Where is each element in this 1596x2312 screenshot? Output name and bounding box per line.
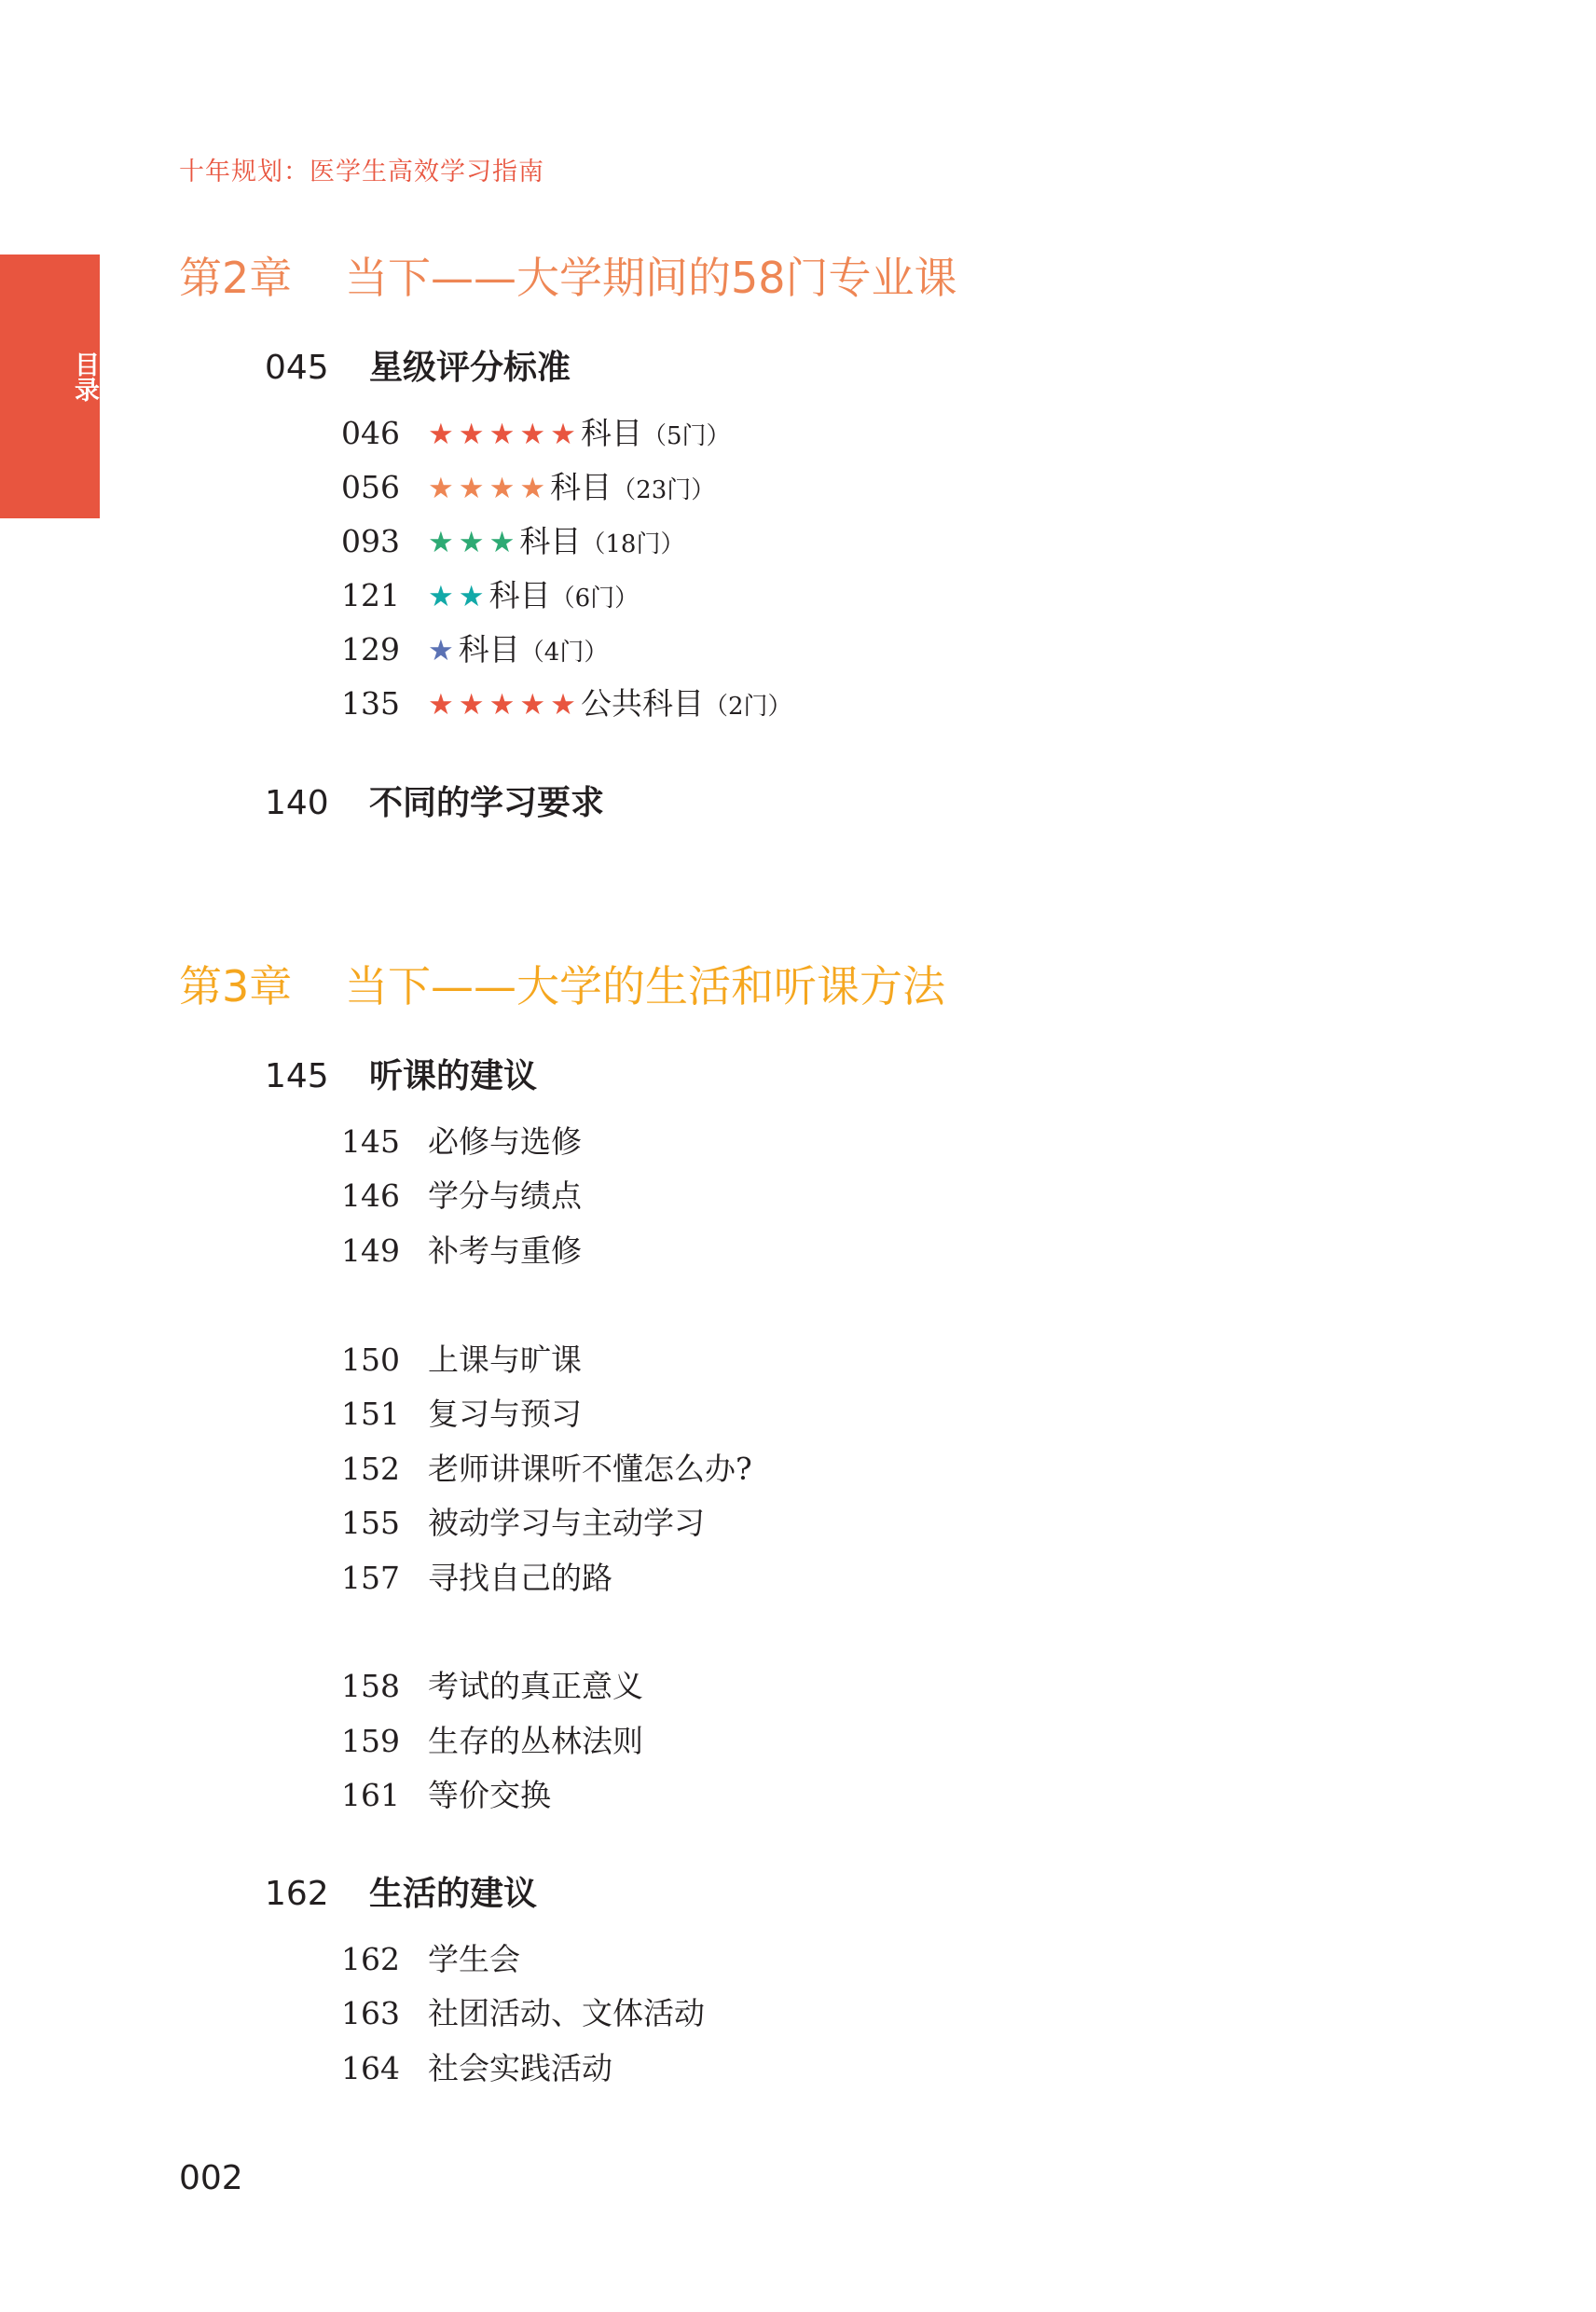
entry-title: 公共科目 [580, 685, 704, 722]
entry-title: 生存的丛林法则 [428, 1723, 643, 1759]
toc-entry[interactable] [341, 576, 639, 618]
page-number: 002 [179, 2159, 243, 2197]
entry-title: 被动学习与主动学习 [428, 1505, 705, 1541]
entry-count: （2门） [703, 693, 792, 721]
toc-section[interactable] [265, 783, 604, 824]
entry-page: 158 [341, 1668, 400, 1704]
toc-side-tab [0, 255, 100, 518]
toc-entry[interactable] [341, 1994, 705, 2033]
entry-page: 152 [341, 1451, 400, 1487]
toc-entry[interactable] [341, 1177, 582, 1216]
entry-title: 必修与选修 [428, 1123, 582, 1160]
toc-entry[interactable] [341, 684, 792, 726]
entry-title: 科目 [488, 577, 551, 613]
entry-title: 科目 [580, 415, 642, 451]
toc-entry[interactable] [341, 1559, 612, 1598]
toc-entry[interactable] [341, 2049, 612, 2088]
toc-entry[interactable] [341, 1232, 582, 1271]
entry-title: 科目 [519, 523, 582, 559]
star-rating: ★★★★★ [428, 688, 581, 722]
side-tab-label: 目录 [70, 351, 99, 402]
section-title: 星级评分标准 [369, 349, 571, 387]
toc-entry[interactable] [341, 522, 684, 564]
section-page: 162 [265, 1875, 329, 1913]
entry-title: 复习与预习 [428, 1396, 582, 1432]
toc-section[interactable] [265, 348, 571, 389]
entry-page: 164 [341, 2050, 400, 2086]
entry-page: 121 [341, 577, 400, 613]
entry-page: 046 [341, 415, 400, 451]
entry-page: 135 [341, 685, 400, 722]
entry-count: （5门） [641, 422, 731, 450]
entry-page: 129 [341, 631, 400, 667]
chapter-3-title[interactable] [179, 960, 945, 1012]
entry-title: 学分与绩点 [428, 1177, 582, 1214]
entry-page: 157 [341, 1560, 400, 1596]
entry-count: （18门） [581, 530, 685, 558]
entry-title: 科目 [458, 631, 520, 667]
entry-title: 老师讲课听不懂怎么办? [428, 1451, 752, 1487]
entry-page: 056 [341, 469, 400, 505]
entry-title: 学生会 [428, 1941, 520, 1977]
entry-page: 150 [341, 1342, 400, 1378]
entry-page: 161 [341, 1777, 400, 1813]
section-page: 145 [265, 1057, 329, 1095]
entry-page: 159 [341, 1723, 400, 1759]
star-rating: ★★ [428, 580, 489, 613]
toc-entry[interactable] [341, 1341, 582, 1380]
entry-title: 等价交换 [428, 1777, 551, 1813]
section-page: 140 [265, 784, 329, 822]
toc-entry[interactable] [341, 1395, 582, 1434]
toc-entry[interactable] [341, 630, 608, 672]
book-title-header: 十年规划：医学生高效学习指南 [179, 158, 544, 186]
chapter-title-text: 当下——大学的生活和听课方法 [345, 961, 945, 1012]
entry-title: 科目 [550, 469, 612, 505]
entry-title: 寻找自己的路 [428, 1560, 612, 1596]
toc-entry[interactable] [341, 1667, 643, 1706]
entry-title: 补考与重修 [428, 1232, 582, 1269]
star-rating: ★★★★★ [428, 418, 581, 451]
entry-title: 社会实践活动 [428, 2050, 612, 2086]
entry-page: 163 [341, 1995, 400, 2031]
entry-page: 093 [341, 523, 400, 559]
chapter-title-text: 当下——大学期间的58门专业课 [345, 253, 957, 303]
entry-page: 149 [341, 1232, 400, 1269]
star-rating: ★★★★ [428, 472, 551, 505]
toc-entry[interactable] [341, 1722, 643, 1761]
section-page: 045 [265, 349, 329, 387]
entry-title: 社团活动、文体活动 [428, 1995, 705, 2031]
toc-section[interactable] [265, 1874, 537, 1915]
entry-page: 151 [341, 1396, 400, 1432]
entry-page: 155 [341, 1505, 400, 1541]
section-title: 不同的学习要求 [369, 784, 605, 822]
chapter-number: 第3章 [179, 961, 293, 1012]
toc-entry[interactable] [341, 1450, 752, 1489]
toc-entry[interactable] [341, 468, 715, 510]
star-rating: ★ [428, 634, 459, 667]
toc-entry[interactable] [341, 1776, 551, 1815]
toc-entry[interactable] [341, 1122, 582, 1162]
entry-count: （6门） [550, 585, 640, 612]
entry-count: （4门） [519, 639, 609, 667]
section-title: 听课的建议 [369, 1057, 538, 1095]
toc-entry[interactable] [341, 414, 731, 456]
entry-page: 162 [341, 1941, 400, 1977]
entry-title: 上课与旷课 [428, 1342, 582, 1378]
toc-entry[interactable] [341, 1940, 520, 1979]
entry-title: 考试的真正意义 [428, 1668, 643, 1704]
toc-entry[interactable] [341, 1504, 705, 1543]
star-rating: ★★★ [428, 526, 520, 559]
entry-count: （23门） [612, 476, 716, 504]
entry-page: 145 [341, 1123, 400, 1160]
chapter-2-title[interactable] [179, 252, 957, 304]
toc-section[interactable] [265, 1056, 537, 1097]
chapter-number: 第2章 [179, 253, 293, 303]
section-title: 生活的建议 [369, 1875, 538, 1913]
entry-page: 146 [341, 1177, 400, 1214]
